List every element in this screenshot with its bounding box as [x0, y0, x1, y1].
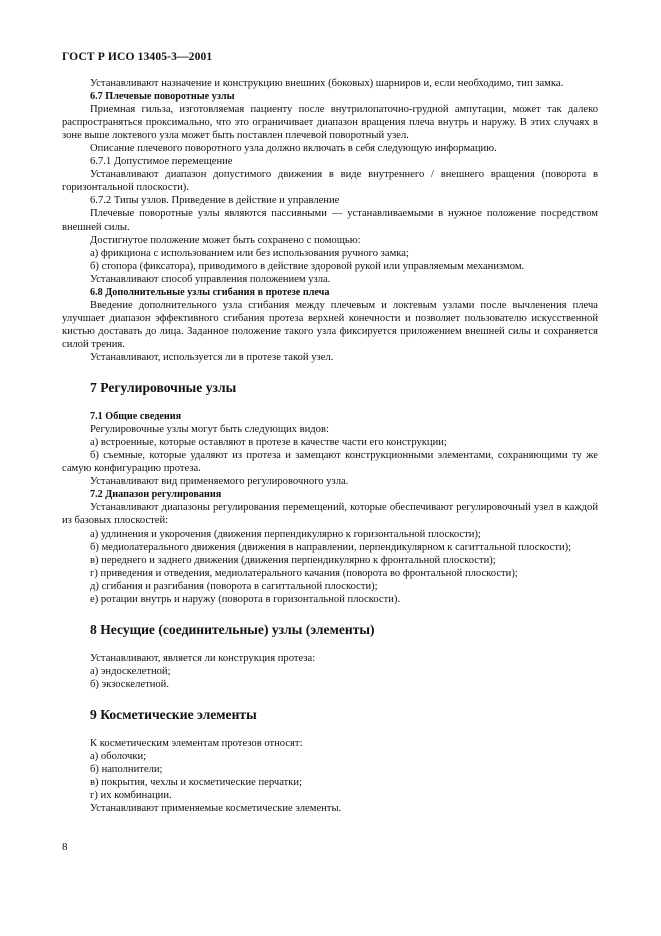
paragraph: Устанавливают диапазоны регулирования перемещений, которые обеспечивают регулировочный узел в каждой из базовых плоскостей: — [62, 502, 598, 527]
paragraph: б) экзоскелетной. — [90, 678, 169, 690]
paragraph: б) медиолатерального движения (движения в направлении, перпендикулярном к сагиттальной плоскости); — [90, 541, 572, 553]
list-item: б) стопора (фиксатора), приводимого в действие здоровой рукой или управляемым механизмом. — [90, 260, 525, 272]
page-number: 8 — [62, 841, 68, 853]
paragraph: а) оболочки; — [90, 751, 147, 763]
paragraph: Достигнутое положение может быть сохранено с помощью: — [90, 234, 361, 246]
paragraph: Регулировочные узлы могут быть следующих видов: — [90, 424, 329, 436]
subsection-heading: 6.8 Дополнительные узлы сгибания в протезе плеча — [90, 286, 330, 298]
subsection-heading: 7.1 Общие сведения — [90, 411, 182, 423]
paragraph: Описание плечевого поворотного узла должно включать в себя следующую информацию. — [90, 143, 497, 155]
section-heading: 7 Регулировочные узлы — [90, 380, 237, 396]
paragraph: Устанавливают, используется ли в протезе такой узел. — [90, 351, 334, 363]
paragraph: Плечевые поворотные узлы являются пассивными — устанавливаемыми в нужное положение посредством внешней силы. — [62, 208, 598, 233]
paragraph: а) встроенные, которые оставляют в протезе в качестве части его конструкции; — [90, 437, 447, 449]
paragraph: в) покрытия, чехлы и косметические перчатки; — [90, 777, 303, 789]
paragraph: Устанавливают способ управления положением узла. — [90, 273, 331, 285]
paragraph: г) их комбинации. — [90, 790, 172, 802]
paragraph: 6.7.1 Допустимое перемещение — [90, 156, 233, 168]
paragraph: Устанавливают диапазон допустимого движения в виде внутреннего / внешнего вращения (поворота в горизонтальной плоскости). — [62, 169, 598, 194]
subsection-heading: 7.2 Диапазон регулирования — [90, 489, 222, 501]
section-heading: 9 Косметические элементы — [90, 706, 257, 722]
paragraph: Устанавливают применяемые косметические элементы. — [90, 803, 342, 815]
paragraph: Устанавливают вид применяемого регулировочного узла. — [90, 476, 349, 488]
paragraph: 6.7.2 Типы узлов. Приведение в действие и управление — [90, 195, 340, 207]
paragraph: г) приведения и отведения, медиолатерального качания (поворота во фронтальной плоскости); — [90, 567, 518, 579]
section-heading: 8 Несущие (соединительные) узлы (элементы) — [90, 621, 375, 637]
paragraph: б) наполнители; — [90, 764, 163, 776]
document-header: ГОСТ Р ИСО 13405-3—2001 — [62, 50, 213, 63]
paragraph: Введение дополнительного узла сгибания между плечевым и локтевым узлами после вычленения плеча улучшает диапазон эффективного сгибания протеза верхней конечности и позволяет пользователю искусственной кистью доставать до лица. Заданное положение такого узла фиксируется приложением внешней силы и сохраняется силой трения. — [62, 299, 598, 350]
subsection-heading: 6.7 Плечевые поворотные узлы — [90, 91, 235, 103]
paragraph: К косметическим элементам протезов относят: — [90, 738, 303, 750]
list-item: а) фрикциона с использованием или без использования ручного замка; — [90, 247, 409, 259]
paragraph: е) ротации внутрь и наружу (поворота в горизонтальной плоскости). — [90, 593, 401, 605]
document-body — [62, 77, 598, 815]
paragraph: д) сгибания и разгибания (поворота в сагиттальной плоскости); — [90, 580, 378, 592]
paragraph: в) переднего и заднего движения (движения перпендикулярно к фронтальной плоскости); — [90, 554, 496, 566]
paragraph: а) эндоскелетной; — [90, 665, 171, 677]
paragraph: Устанавливают назначение и конструкцию внешних (боковых) шарниров и, если необходимо, тип замка. — [90, 78, 564, 89]
paragraph: Приемная гильза, изготовляемая пациенту после внутрилопаточно-грудной ампутации, может так далеко распространяться проксимально, что это ограничивает диапазон вращения плеча внутрь и наружу. В этих случаях в зоне выше локтевого узла может быть поставлен плечевой поворотный узел. — [62, 104, 598, 142]
paragraph: а) удлинения и укорочения (движения перпендикулярно к горизонтальной плоскости); — [90, 528, 481, 540]
paragraph: Устанавливают, является ли конструкция протеза: — [90, 652, 316, 664]
paragraph: б) съемные, которые удаляют из протеза и замещают конструкционными элементами, сохраняющими ту же самую конфигурацию протеза. — [62, 450, 598, 475]
